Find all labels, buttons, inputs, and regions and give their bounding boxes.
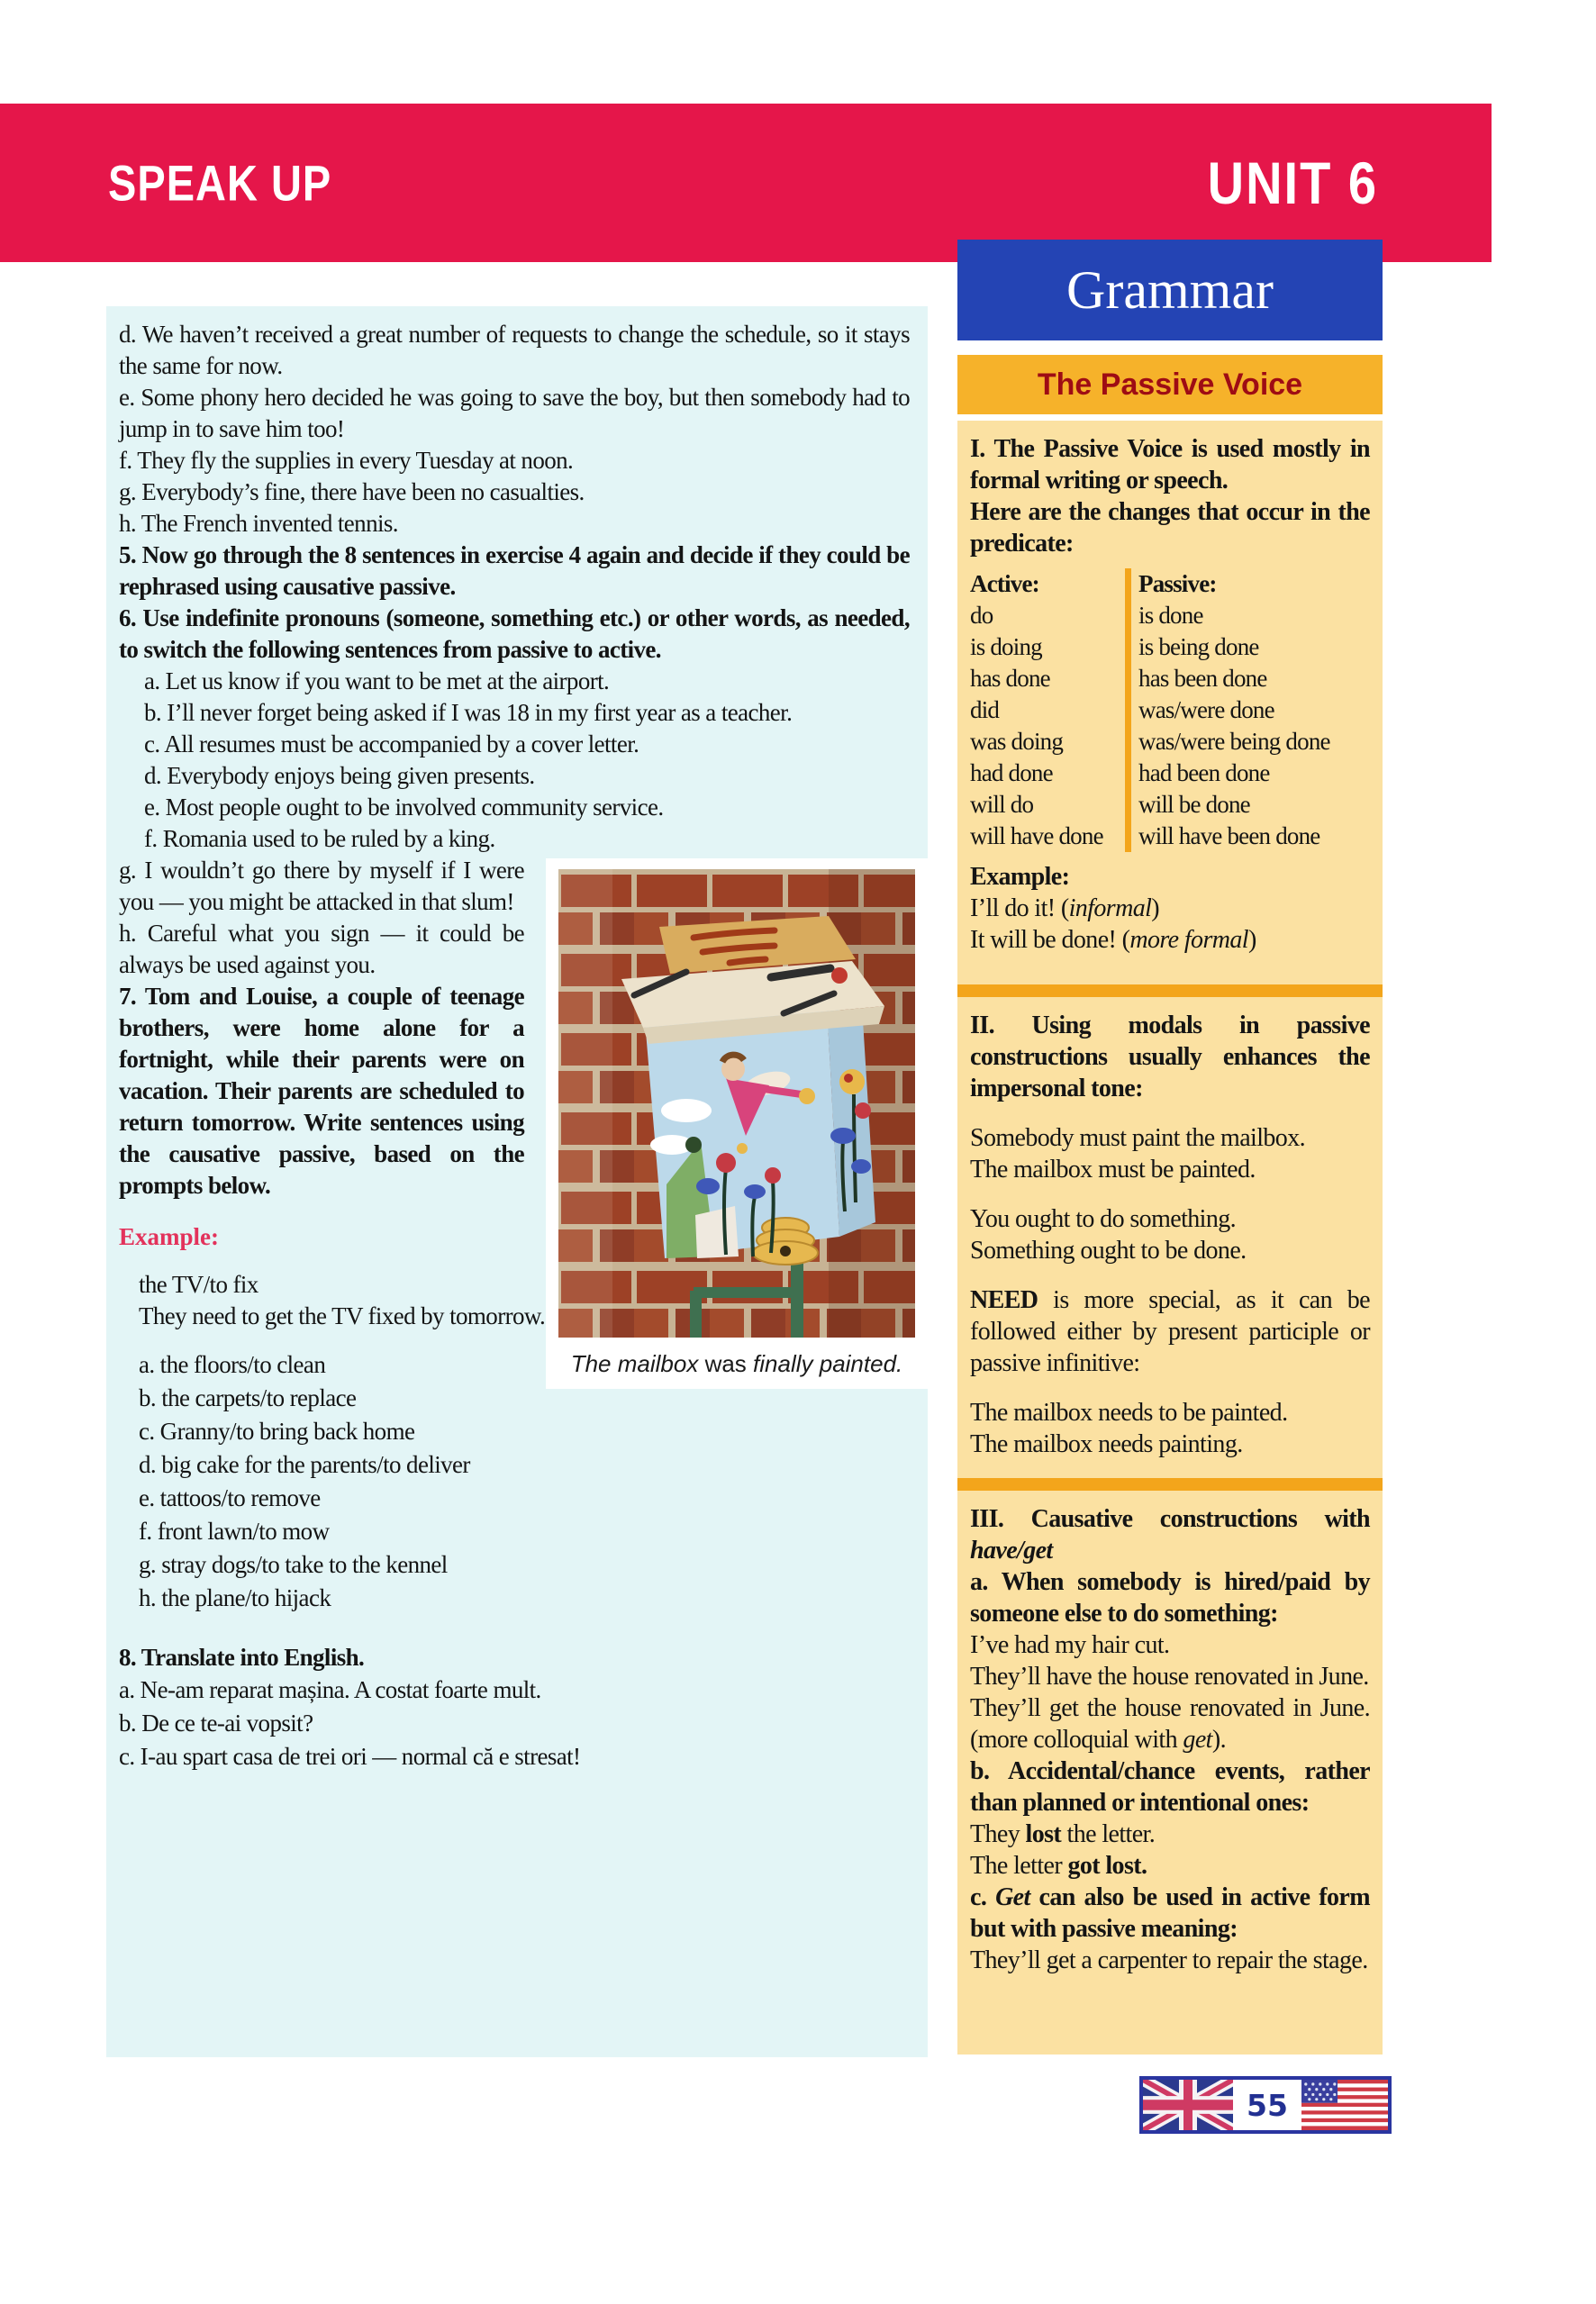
table-row: was/were done — [1138, 696, 1274, 723]
example-line-2 — [970, 924, 1370, 956]
example-prompt: the TV/to fix — [139, 1271, 258, 1298]
section2-line: Something ought to be done. — [970, 1237, 1247, 1265]
photo-caption — [546, 1348, 928, 1380]
text-run: ) — [1151, 894, 1160, 922]
grammar-title: Grammar — [1066, 259, 1274, 320]
text-run: It will be done! ( — [970, 926, 1130, 954]
caption-italic-run: The mailbox — [570, 1350, 699, 1377]
section3-line — [970, 1692, 1370, 1755]
exercise6-item: c. All resumes must be accompanied by a cover letter. — [144, 730, 639, 757]
active-passive-table — [970, 568, 1370, 852]
grammar-section-1 — [957, 421, 1383, 997]
exercise6-item: f. Romania used to be ruled by a king. — [144, 825, 495, 852]
section1-intro-1: I. The Passive Voice is used mostly in formal writing or speech. — [970, 435, 1370, 494]
section3-line — [970, 1819, 1370, 1850]
table-row: has done — [970, 665, 1050, 692]
exercise4-item-f: f. They fly the supplies in every Tuesday at noon. — [119, 447, 574, 474]
exercise6-item-h: h. Careful what you sign — it could be always be used against you. — [119, 920, 524, 978]
exercise7-prompt: a. the floors/to clean — [139, 1351, 326, 1378]
table-col-active — [970, 568, 1121, 852]
us-flag-icon — [1301, 2080, 1388, 2130]
passive-voice-band — [957, 355, 1383, 414]
page-title: SPEAK UP — [108, 154, 332, 212]
table-row: was/were being done — [1138, 728, 1330, 755]
exercise4-item-h: h. The French invented tennis. — [119, 510, 398, 537]
section2-line: The mailbox needs to be painted. — [970, 1399, 1288, 1427]
section2-line: Somebody must paint the mailbox. — [970, 1124, 1305, 1152]
text-run: is more special, as it can be followed either by present participle or passive infinitive: — [970, 1286, 1370, 1377]
passive-voice-title: The Passive Voice — [1037, 367, 1303, 402]
exercise8-item: b. De ce te-ai vopsit? — [119, 1710, 313, 1737]
section2-line: The mailbox needs painting. — [970, 1430, 1243, 1458]
table-row: did — [970, 696, 1000, 723]
example-label: Example: — [119, 1223, 219, 1250]
example-line-1 — [970, 893, 1370, 924]
text-run-bold: NEED — [970, 1286, 1038, 1314]
text-run-bold: got lost. — [1067, 1852, 1147, 1880]
mailbox-photo — [558, 869, 915, 1338]
photo-figure — [546, 858, 928, 1389]
table-row: was doing — [970, 728, 1064, 755]
section3-line: I’ve had my hair cut. — [970, 1631, 1170, 1659]
text-run-bold: can also be used in active form but with passive meaning: — [970, 1883, 1370, 1943]
table-row: will have been done — [1138, 822, 1320, 849]
page-footer-banner — [1139, 2076, 1392, 2134]
exercise6-item: b. I’ll never forget being asked if I was 18 in my first year as a teacher. — [144, 699, 793, 726]
text-run-bold: lost — [1025, 1820, 1062, 1848]
section2-heading: II. Using modals in passive constructions usually enhances the impersonal tone: — [970, 1011, 1370, 1102]
table-row: had done — [970, 759, 1053, 786]
exercise7-prompt: g. stray dogs/to take to the kennel — [139, 1551, 448, 1578]
exercise4-item-d: d. We haven’t received a great number of requests to change the schedule, so it stays the same for now. — [119, 321, 910, 379]
exercise-column — [106, 306, 928, 2057]
table-row: is doing — [970, 633, 1042, 660]
table-row: do — [970, 602, 993, 629]
exercise7-prompt: e. tattoos/to remove — [139, 1484, 321, 1511]
table-col-passive — [1138, 568, 1370, 852]
text-run: The letter — [970, 1852, 1068, 1880]
grammar-box — [957, 240, 1383, 340]
section3-line: They’ll have the house renovated in June. — [970, 1663, 1369, 1691]
exercise8-item: a. Ne-am reparat mașina. A costat foarte mult. — [119, 1676, 541, 1703]
text-run-bold-italic: Get — [995, 1883, 1030, 1911]
exercise7-prompt: c. Granny/to bring back home — [139, 1418, 415, 1445]
page-number-cell — [1233, 2080, 1301, 2130]
exercise6-heading: 6. Use indefinite pronouns (someone, something etc.) or other words, as needed, to switch the following sentences from passive to active. — [119, 604, 910, 663]
exercise5-heading: 5. Now go through the 8 sentences in exercise 4 again and decide if they could be rephrased using causative passive. — [119, 541, 910, 600]
example-label: Example: — [970, 863, 1070, 891]
table-row: will be done — [1138, 791, 1250, 818]
table-row: had been done — [1138, 759, 1270, 786]
exercise8-heading: 8. Translate into English. — [119, 1644, 365, 1671]
section1-intro-2: Here are the changes that occur in the predicate: — [970, 498, 1370, 558]
text-run-bold: c. — [970, 1883, 996, 1911]
section2-line: You ought to do something. — [970, 1205, 1237, 1233]
exercise6-item: d. Everybody enjoys being given presents. — [144, 762, 535, 789]
section2-line: The mailbox must be painted. — [970, 1156, 1256, 1184]
table-divider — [1125, 568, 1131, 852]
exercise7-prompt: f. front lawn/to mow — [139, 1518, 330, 1545]
section3-b-heading: b. Accidental/chance events, rather than planned or intentional ones: — [970, 1757, 1370, 1817]
exercise4-item-g: g. Everybody’s fine, there have been no casualties. — [119, 478, 585, 505]
text-run-italic: informal — [1068, 894, 1152, 922]
section3-line — [970, 1850, 1370, 1882]
caption-italic-run: finally painted. — [753, 1350, 903, 1377]
page-number: 55 — [1247, 2087, 1288, 2123]
exercise8-item: c. I-au spart casa de trei ori — normal că e stresat! — [119, 1743, 581, 1770]
text-run: I’ll do it! ( — [970, 894, 1069, 922]
section3-line: They’ll get a carpenter to repair the stage. — [970, 1946, 1368, 1974]
grammar-section-3 — [957, 1491, 1383, 2055]
table-row: will have done — [970, 822, 1103, 849]
text-run: ) — [1247, 926, 1256, 954]
table-row: is being done — [1138, 633, 1259, 660]
example-answer: They need to get the TV fixed by tomorrow. — [139, 1302, 546, 1329]
text-run: the letter. — [1061, 1820, 1156, 1848]
exercise7-prompt: b. the carpets/to replace — [139, 1384, 357, 1411]
text-run-italic: more formal — [1129, 926, 1248, 954]
exercise7-prompt: h. the plane/to hijack — [139, 1584, 331, 1611]
exercise7-heading: 7. Tom and Louise, a couple of teenage brothers, were home alone for a fortnight, while their parents were on vacation. Their parents are scheduled to return tomorrow. Write sentences using the causative passive, based on the prompts below. — [119, 983, 524, 1199]
table-row: has been done — [1138, 665, 1267, 692]
grammar-section-2 — [957, 997, 1383, 1491]
text-run: They — [970, 1820, 1026, 1848]
unit-title: UNIT 6 — [1207, 149, 1378, 217]
text-run-bold: III. Causative constructions with — [970, 1505, 1370, 1533]
exercise6-item: a. Let us know if you want to be met at the airport. — [144, 667, 610, 694]
active-header: Active: — [970, 570, 1039, 597]
table-row: will do — [970, 791, 1034, 818]
section2-need-paragraph — [970, 1284, 1370, 1379]
text-run: They’ll get the house renovated in June. (more colloquial with — [970, 1694, 1370, 1754]
text-run-bold-italic: have/get — [970, 1537, 1053, 1565]
exercise4-item-e: e. Some phony hero decided he was going to save the boy, but then somebody had to jump in to save him too! — [119, 384, 910, 442]
text-run-italic: get — [1183, 1726, 1212, 1754]
uk-flag-icon — [1143, 2080, 1233, 2130]
section3-c-heading — [970, 1882, 1370, 1945]
text-run: ). — [1211, 1726, 1226, 1754]
caption-run: was — [698, 1350, 754, 1377]
exercise6-item: e. Most people ought to be involved community service. — [144, 794, 664, 821]
exercise6-item-g: g. I wouldn’t go there by myself if I were you — you might be attacked in that slum! — [119, 857, 524, 915]
section3-a-heading: a. When somebody is hired/paid by someone else to do something: — [970, 1568, 1370, 1628]
table-row: is done — [1138, 602, 1203, 629]
exercise7-prompt: d. big cake for the parents/to deliver — [139, 1451, 470, 1478]
section3-heading — [970, 1503, 1370, 1566]
header-band — [0, 104, 1492, 262]
passive-header: Passive: — [1138, 570, 1217, 597]
